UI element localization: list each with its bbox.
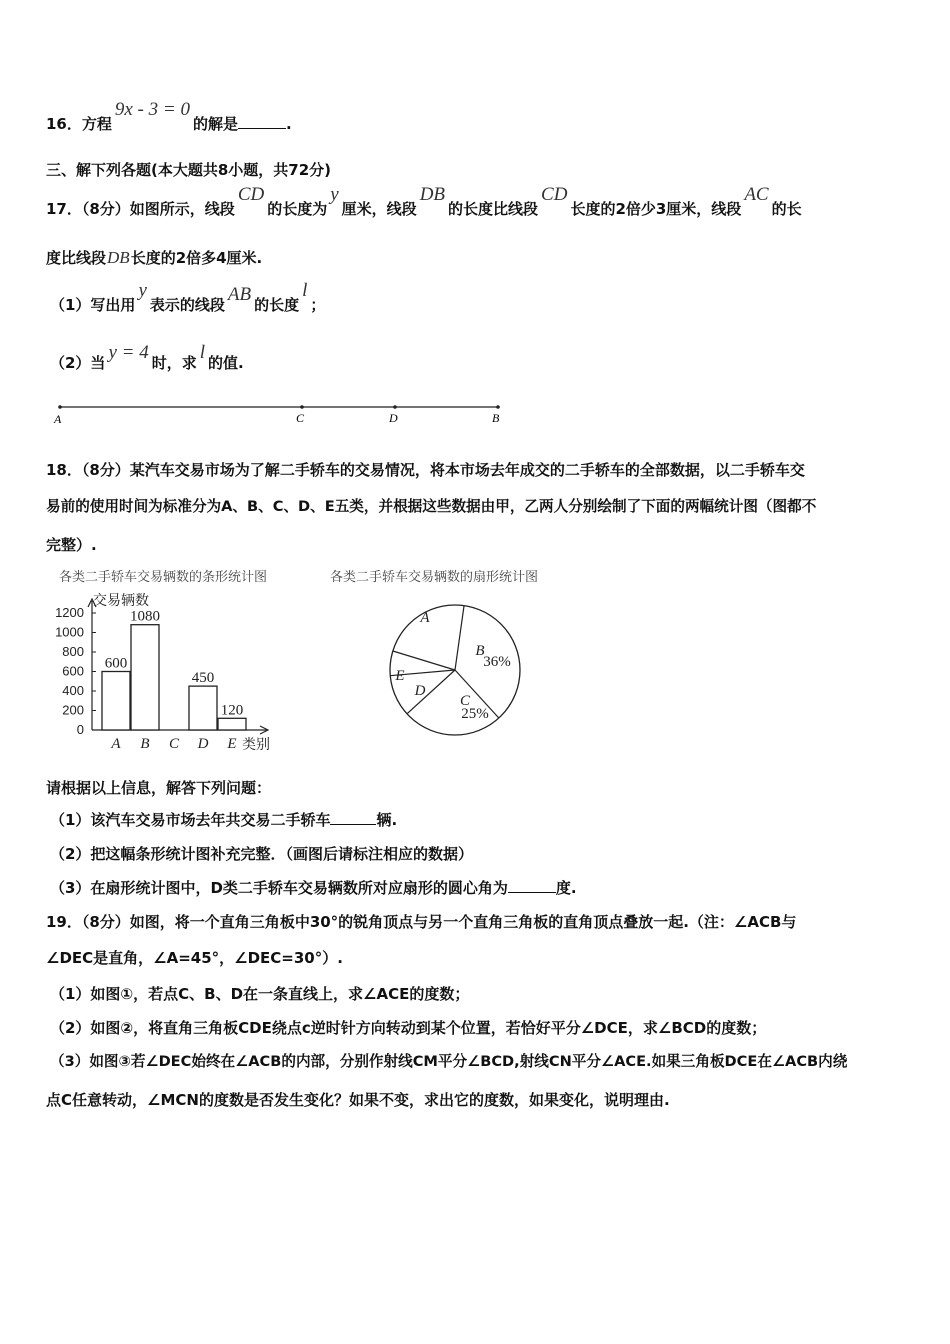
q17-p1-text-b: 表示的线段 [149, 296, 225, 314]
q18-s3-text: （3）在扇形统计图中，D类二手轿车交易辆数所对应扇形的圆心角为 [50, 879, 508, 897]
pie-chart-plot [390, 605, 520, 735]
q18-s3-end: 度. [555, 879, 577, 897]
bar-y-tick-label: 1000 [55, 624, 84, 640]
bar-y-tick-label: 600 [62, 663, 84, 679]
q18-info: 请根据以上信息，解答下列问题： [46, 779, 272, 797]
bar-value-label: 1080 [130, 608, 160, 625]
q18-line-2: 易前的使用时间为标准分为A、B、C、D、E五类，并根据这些数据由甲，乙两人分别绘制了下面的两幅统计图（图都不 [46, 498, 817, 515]
bar-y-tick-label: 800 [62, 644, 84, 659]
q18-sub-2: （2）把这幅条形统计图补充完整．（画图后请标注相应的数据） [50, 845, 473, 863]
bar-category-label: E [227, 736, 237, 752]
bar-y-tick-label: 0 [76, 722, 84, 737]
bar-value-label: 120 [220, 702, 244, 719]
q19-line-3: （1）如图①，若点C、B、D在一条直线上，求∠ACE的度数； [50, 985, 470, 1003]
q17-p2-text-a: （2）当 [50, 354, 106, 372]
bar-chart [45, 565, 295, 755]
q18-s1-end: 辆. [376, 811, 398, 829]
q16-line [46, 99, 292, 134]
q18-s1-blank[interactable] [330, 810, 376, 825]
q17-line-1 [46, 184, 802, 219]
q19-line-1: 19．（8分）如图，将一个直角三角板中30°的锐角顶点与另一个直角三角板的直角顶点叠放一起.（注：∠ACB与 [46, 913, 797, 931]
q17-math-y: y [330, 184, 339, 205]
bar-B [131, 625, 159, 730]
bar-chart-ylabel: 交易辆数 [93, 592, 149, 608]
bar-E [218, 718, 246, 730]
q17-p1-math-y: y [138, 280, 147, 301]
q17-text-1: 17．（8分）如图所示，线段 [46, 200, 235, 218]
section-3-heading: 三、解下列各题(本大题共8小题，共72分) [46, 161, 332, 179]
q17-text-2: 的长度为 [267, 200, 328, 218]
q16-equation: 9x - 3 = 0 [114, 99, 190, 120]
bar-chart-xlabel: 类别 [242, 738, 270, 753]
q18-sub-3 [50, 878, 577, 898]
q16-suffix: 的解是 [192, 115, 238, 133]
q17-p1-math-l: l [302, 280, 308, 301]
q17-line-2 [46, 248, 262, 268]
q17-math-ac: AC [744, 184, 769, 205]
q17-p2-math-l: l [199, 342, 205, 363]
point-a-dot [58, 405, 62, 409]
point-b-label: B [492, 411, 500, 425]
q17-p1-text-c: 的长度 [254, 296, 300, 314]
pie-slice-percent-C: 25% [461, 706, 489, 722]
pie-slice-label-C: C [459, 693, 471, 709]
bar-chart-plot [55, 599, 270, 753]
q17-part-1 [50, 280, 326, 315]
bar-y-tick-label: 400 [62, 683, 84, 698]
q19-line-6: 点C任意转动，∠MCN的度数是否发生变化？如果不变，求出它的度数，如果变化，说明理由. [46, 1091, 670, 1109]
q17-p1-text-a: （1）写出用 [50, 296, 136, 314]
q17-math-cd-2: CD [541, 184, 568, 205]
q19-line-5: （3）如图③若∠DEC始终在∠ACB的内部，分别作射线CM平分∠BCD,射线CN平分∠ACE.如果三角板DCE在∠ACB内绕 [50, 1053, 848, 1070]
point-c-dot [300, 405, 304, 409]
bar-chart-title: 各类二手轿车交易辆数的条形统计图 [59, 570, 268, 585]
q17-p2-math-eq: y = 4 [108, 342, 149, 363]
q17-p1-math-ab: AB [227, 284, 252, 305]
q17-p1-text-d: ； [310, 296, 326, 314]
pie-slice-label-E: E [395, 668, 405, 684]
q17-math-db: DB [419, 184, 446, 205]
point-a-label: A [54, 412, 62, 426]
pie-chart [320, 565, 580, 750]
q17-math-db-2: DB [107, 248, 130, 267]
q17-p2-text-c: 的值. [208, 354, 244, 372]
bar-D [189, 686, 217, 730]
segment-diagram [40, 395, 520, 430]
q18-s3-blank[interactable] [508, 878, 556, 893]
bar-A [102, 672, 130, 731]
pie-slice-label-A: A [420, 610, 430, 626]
bar-y-tick-label: 200 [62, 702, 84, 718]
q17-text-3: 厘米，线段 [341, 200, 417, 218]
pie-slice-label-B: B [475, 643, 485, 659]
q16-answer-blank[interactable] [238, 114, 286, 129]
bar-value-label: 450 [191, 670, 215, 687]
q17-text-6: 的长 [771, 200, 802, 218]
q17-p2-text-b: 时，求 [151, 354, 197, 372]
point-c-label: C [296, 411, 305, 425]
q17-text-7: 度比线段 [46, 249, 107, 267]
bar-value-label: 600 [104, 655, 128, 672]
q17-text-4: 的长度比线段 [448, 200, 539, 218]
q17-part-2 [50, 342, 244, 373]
q18-line-3: 完整）. [46, 536, 97, 554]
q19-line-4: （2）如图②，将直角三角板CDE绕点c逆时针方向转动到某个位置，若恰好平分∠DCE，求∠BCD的度数； [50, 1019, 767, 1037]
bar-category-label: C [168, 736, 180, 752]
pie-slice-percent-B: 36% [483, 654, 511, 670]
q17-math-cd: CD [237, 184, 265, 205]
point-b-dot [496, 405, 500, 409]
q19-line-2: ∠DEC是直角，∠A=45°，∠DEC=30°）. [46, 949, 343, 967]
q17-text-5: 长度的2倍少3厘米，线段 [570, 200, 742, 218]
pie-chart-title: 各类二手轿车交易辆数的扇形统计图 [330, 570, 539, 585]
point-d-dot [393, 405, 397, 409]
bar-category-label: B [140, 736, 150, 752]
bar-category-label: A [111, 736, 121, 752]
q18-s1-text: （1）该汽车交易市场去年共交易二手轿车 [50, 811, 331, 829]
q16-prefix: 16．方程 [46, 115, 112, 133]
pie-slice-label-D: D [414, 683, 426, 699]
bar-category-label: D [197, 736, 209, 752]
q16-end: . [285, 115, 292, 133]
q18-line-1: 18．（8分）某汽车交易市场为了解二手轿车的交易情况，将本市场去年成交的二手轿车的全部数据，以二手轿车交 [46, 461, 805, 479]
q17-text-8: 长度的2倍多4厘米. [130, 249, 263, 267]
q18-sub-1 [50, 810, 397, 830]
point-d-label: D [389, 411, 398, 425]
bar-y-tick-label: 1200 [55, 605, 84, 620]
